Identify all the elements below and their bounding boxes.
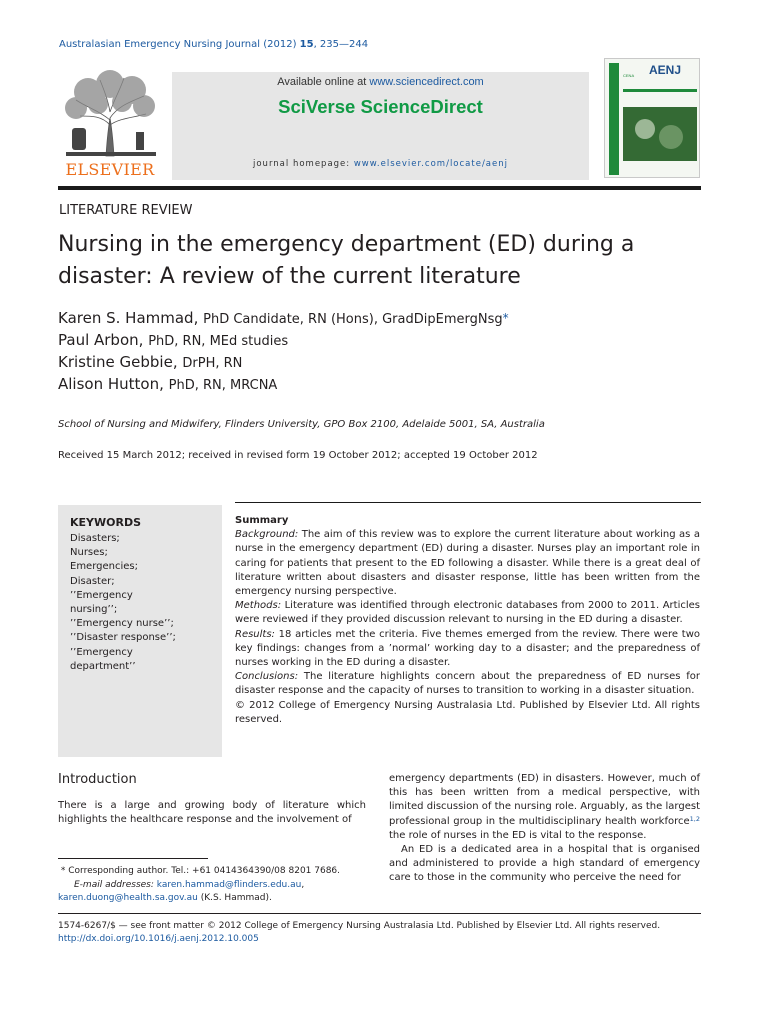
author: Paul Arbon, PhD, RN, MEd studies [58, 331, 289, 349]
author: Karen S. Hammad, PhD Candidate, RN (Hons), GradDipEmergNsg* [58, 309, 509, 327]
received-dates: Received 15 March 2012; received in revised form 19 October 2012; accepted 19 October 2012 [58, 450, 538, 461]
publisher-name: ELSEVIER [65, 160, 155, 179]
summary-copyright: © 2012 College of Emergency Nursing Australasia Ltd. Published by Elsevier Ltd. All rights reserved. [235, 699, 700, 725]
journal-homepage-link[interactable]: www.elsevier.com/locate/aenj [353, 159, 508, 169]
body-left-column [58, 772, 366, 828]
article-title: Nursing in the emergency department (ED) during a disaster: A review of the current literature [58, 232, 635, 289]
summary-conclusions: Conclusions: The literature highlights concern about the preparedness of ED nurses for disaster response and the capacity of nurses to transition to working in a disaster situation. [235, 671, 700, 697]
email-link[interactable]: karen.hammad@flinders.edu.au [156, 879, 302, 890]
journal-reference: Australasian Emergency Nursing Journal (2012) 15, 235—244 [59, 39, 369, 50]
email-link[interactable]: karen.duong@health.sa.gov.au [58, 893, 198, 903]
corresponding-author: * Corresponding author. Tel.: +61 0414364390/08 8201 7686. [60, 866, 341, 876]
introduction-heading: Introduction [58, 772, 137, 787]
sciverse-logo-text: SciVerse ScienceDirect [278, 96, 483, 117]
footer-divider [58, 913, 701, 914]
article-section: LITERATURE REVIEW [59, 203, 193, 218]
doi-link[interactable]: http://dx.doi.org/10.1016/j.aenj.2012.10.005 [58, 934, 259, 944]
introduction-paragraph: There is a large and growing body of literature which highlights the healthcare response and the involvement of [58, 800, 366, 826]
journal-volume: 15 [299, 39, 314, 50]
keyword: department’’ [70, 660, 136, 672]
author: Kristine Gebbie, DrPH, RN [58, 353, 243, 371]
affiliation: School of Nursing and Midwifery, Flinders University, GPO Box 2100, Adelaide 5001, SA, Australia [58, 419, 545, 430]
body-right-column [389, 772, 700, 886]
citation-ref[interactable]: 1,2 [689, 814, 700, 823]
keywords-box [58, 505, 222, 757]
summary-title: Summary [235, 515, 289, 526]
keyword: ’’Emergency [70, 589, 133, 601]
keyword: ’’Emergency nurse’’; [70, 618, 174, 630]
email-addresses-2: karen.duong@health.sa.gov.au (K.S. Hammad). [58, 893, 272, 903]
summary-background: Background: The aim of this review was to explore the current literature about working as a nurse in the emergency department (ED) during a disaster. Nurses play an important role in caring for patients that present to the ED following a disaster. While there is a great deal of literature written about disasters and disaster response, little has been written from the emergency nursing perspective. [235, 529, 700, 598]
cover-title: AENJ [649, 63, 682, 77]
cover-logo-text: CENA [623, 73, 635, 78]
available-online: Available online at www.sciencedirect.com [277, 76, 484, 88]
keyword: ’’Emergency [70, 646, 133, 658]
introduction-paragraph-continued: emergency departments (ED) in disasters. However, much of this has been written from a medical perspective, with limited discussion of the nursing role. Arguably, as the largest professional group in the multidisciplinary health workforce$^{1,2}$ the role of nurses in the ED is vital to the response. [389, 773, 700, 841]
sciencedirect-link[interactable]: www.sciencedirect.com [369, 76, 484, 88]
journal-homepage: journal homepage: www.elsevier.com/locate/aenj [253, 159, 508, 169]
front-matter-line: 1574-6267/$ — see front matter © 2012 College of Emergency Nursing Australasia Ltd. Published by Elsevier Ltd. All rights reserved. [58, 921, 661, 931]
journal-cover-image [604, 58, 700, 178]
footnote-divider [58, 858, 208, 859]
abstract-summary [235, 514, 700, 727]
corresponding-footnote [58, 865, 378, 906]
email-addresses: E-mail addresses: karen.hammad@flinders.edu.au, [74, 879, 305, 890]
keyword: ’’Disaster response’’; [70, 632, 176, 644]
keyword: Nurses; [70, 547, 108, 559]
header-divider [58, 186, 701, 190]
summary-methods: Methods: Literature was identified through electronic databases from 2000 to 2011. Articles were reviewed if they provided discussion relevant to nursing in the ED during a disaster. [235, 600, 700, 626]
keyword: Disaster; [70, 575, 115, 587]
summary-divider [235, 502, 701, 503]
introduction-paragraph-2: An ED is a dedicated area in a hospital that is organised and administered to provide a high standard of emergency care to those in the community who perceive the need for [389, 844, 700, 884]
summary-results: Results: 18 articles met the criteria. Five themes emerged from the review. There were two key findings: changes from a ’normal’ working day to a disaster; and the preparedness of nurses working in the ED during a disaster. [235, 628, 700, 669]
author-list [58, 308, 708, 396]
keyword: nursing’’; [70, 604, 118, 616]
keyword: Disasters; [70, 533, 120, 544]
keyword: Emergencies; [70, 561, 138, 573]
corresponding-mark[interactable]: * [502, 311, 509, 325]
author: Alison Hutton, PhD, RN, MRCNA [58, 375, 278, 393]
keywords-title: KEYWORDS [70, 516, 142, 529]
